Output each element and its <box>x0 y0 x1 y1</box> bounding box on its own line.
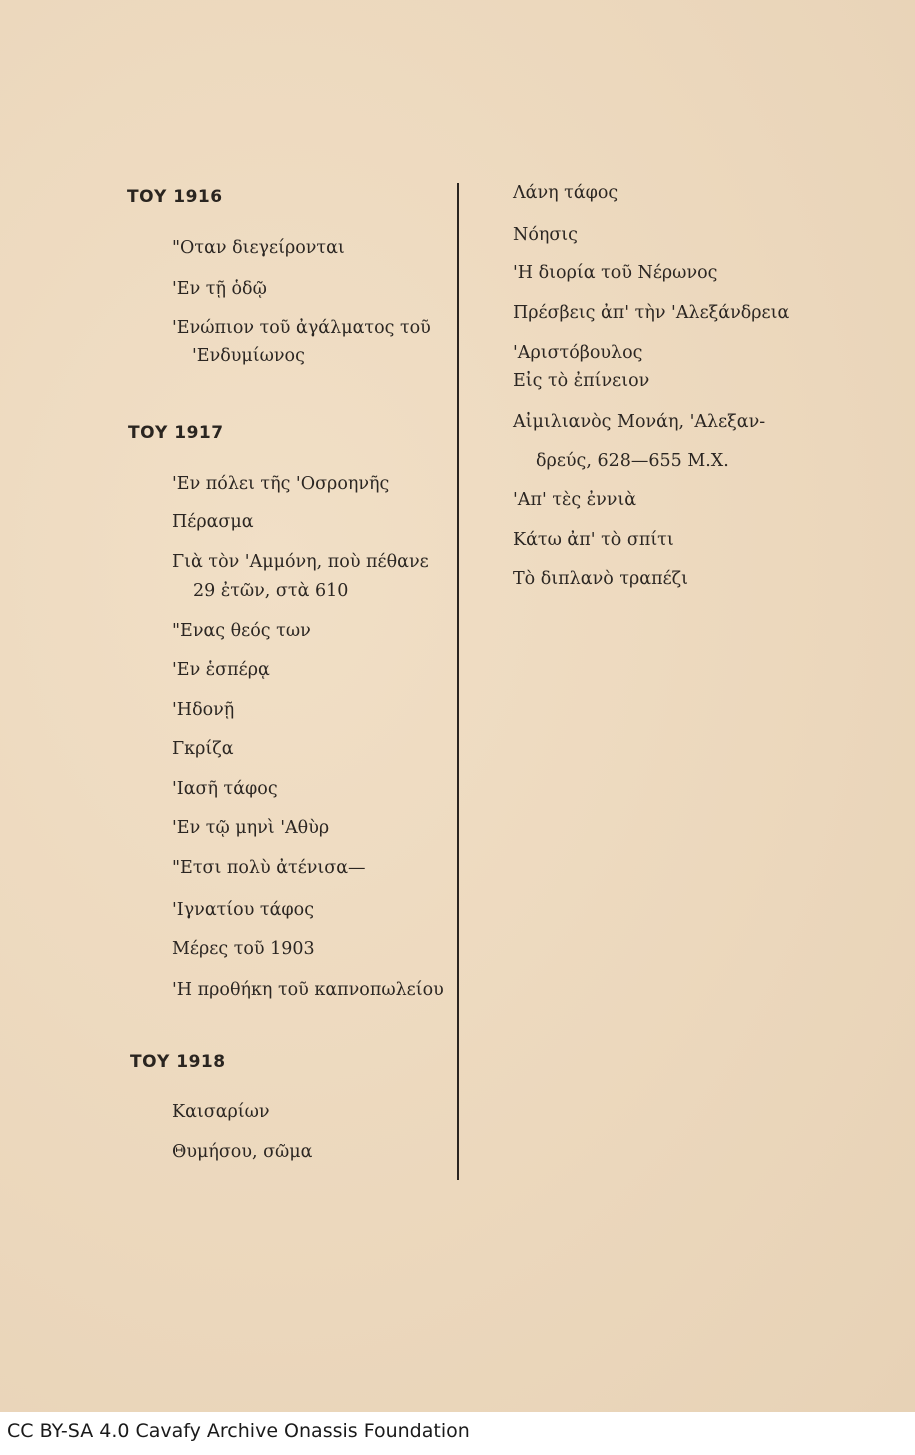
poem-title: 'Εν ἑσπέρᾳ <box>172 660 270 680</box>
poem-title: 'Ηδονῇ <box>172 700 235 720</box>
poem-title-continuation: 'Ενδυμίωνος <box>192 346 305 366</box>
poem-title: Λάνη τάφος <box>513 183 619 203</box>
poem-title: Πρέσβεις ἀπ' τὴν 'Αλεξάνδρεια <box>513 303 790 323</box>
poem-title: 'Εν πόλει τῆς 'Οσροηνῆς <box>172 474 390 494</box>
footer-bar <box>0 1412 915 1455</box>
column-divider <box>457 183 459 1180</box>
poem-title: Εἰς τὸ ἐπίνειον <box>513 371 650 391</box>
poem-title: 'Ιγνατίου τάφος <box>172 900 315 920</box>
section-heading-1916: ΤΟΥ 1916 <box>127 187 223 207</box>
poem-title: Νόησις <box>513 225 578 245</box>
poem-title: 'Αριστόβουλος <box>513 343 643 363</box>
poem-title: 'Απ' τὲς ἐννιὰ <box>513 490 637 510</box>
poem-title: 'Εν τῷ μηνὶ 'Αθὺρ <box>172 818 330 838</box>
poem-title-continuation: 29 ἐτῶν, στὰ 610 <box>193 581 349 601</box>
poem-title: 'Ιασῆ τάφος <box>172 779 278 799</box>
section-heading-1918: ΤΟΥ 1918 <box>130 1052 226 1072</box>
poem-title-continuation: δρεύς, 628—655 Μ.Χ. <box>536 451 729 471</box>
poem-title: "Οταν διεγείρονται <box>172 238 345 258</box>
poem-title: Αἰμιλιανὸς Μονάη, 'Αλεξαν- <box>513 412 766 432</box>
poem-title: 'Η διορία τοῦ Νέρωνος <box>513 263 718 283</box>
poem-title: 'Η προθήκη τοῦ καπνοπωλείου <box>172 980 444 1000</box>
poem-title: "Ενας θεός των <box>172 621 311 641</box>
poem-title: Γιὰ τὸν 'Αμμόνη, ποὺ πέθανε <box>172 552 429 572</box>
poem-title: Κάτω ἀπ' τὸ σπίτι <box>513 530 674 550</box>
poem-title: Τὸ διπλανὸ τραπέζι <box>513 569 689 589</box>
poem-title: Θυμήσου, σῶμα <box>172 1142 313 1162</box>
poem-title: Γκρίζα <box>172 739 234 759</box>
section-heading-1917: ΤΟΥ 1917 <box>128 423 224 443</box>
poem-title: Μέρες τοῦ 1903 <box>172 939 315 959</box>
poem-title: "Ετσι πολὺ ἀτένισα— <box>172 858 366 878</box>
poem-title: 'Εν τῇ ὁδῷ <box>172 279 267 299</box>
license-credit: CC BY-SA 4.0 Cavafy Archive Onassis Foundation <box>7 1420 470 1442</box>
poem-title: Πέρασμα <box>172 512 254 532</box>
poem-title: 'Ενώπιον τοῦ ἀγάλματος τοῦ <box>172 318 431 338</box>
poem-title: Καισαρίων <box>172 1102 270 1122</box>
